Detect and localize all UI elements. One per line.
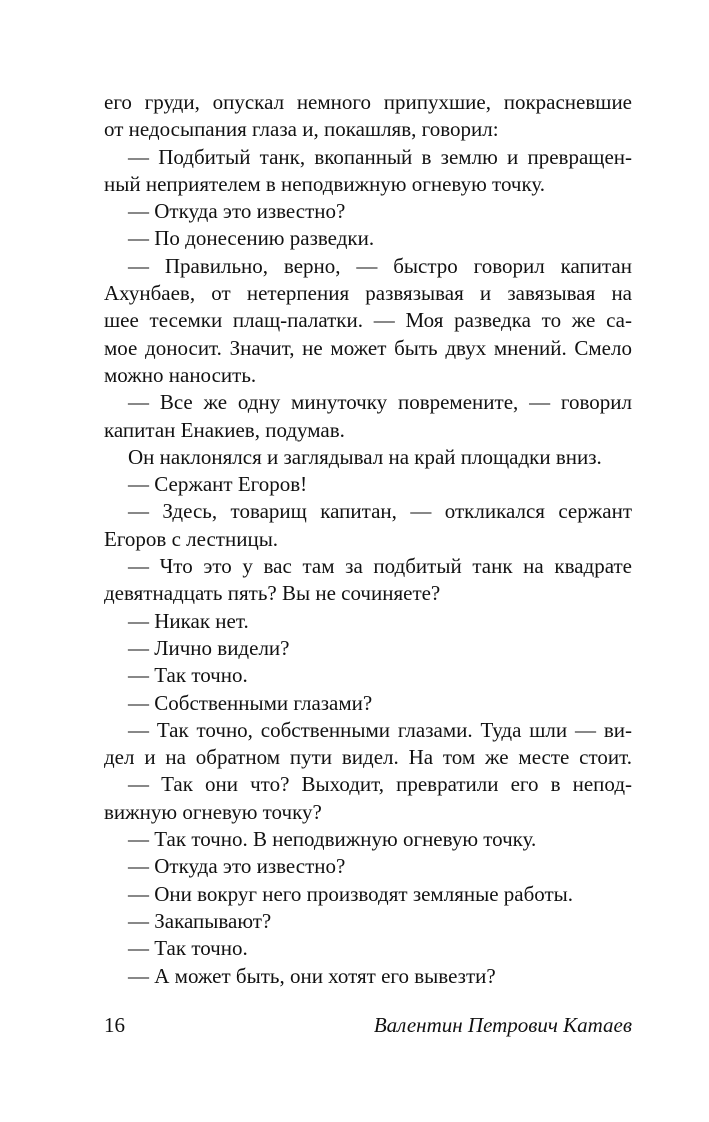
running-footer-author: Валентин Петрович Катаев [373, 1013, 632, 1037]
page-number: 16 [104, 1013, 125, 1037]
text-line: — Откуда это известно? [128, 199, 346, 224]
text-line: можно наносить. [104, 362, 257, 387]
text-line: — Подбитый танк, вкопанный в землю и превращен- [128, 144, 632, 169]
text-line: — Сержант Егоров! [128, 472, 308, 497]
text-line: от недосыпания глаза и, покашляв, говорил: [104, 117, 499, 142]
text-line: девятнадцать пять? Вы не сочиняете? [104, 581, 441, 606]
text-line: ный неприятелем в неподвижную огневую точку. [104, 171, 546, 196]
text-line: — Так точно. [128, 936, 248, 961]
text-line: — По донесению разведки. [128, 226, 375, 251]
text-line: — Никак нет. [128, 608, 249, 633]
text-line: — Так точно. В неподвижную огневую точку. [128, 827, 537, 852]
text-line: — Здесь, товарищ капитан, — откликался сержант [128, 499, 632, 524]
text-line: — Они вокруг него производят земляные работы. [128, 881, 574, 906]
text-line: — Правильно, верно, — быстро говорил капитан [128, 253, 632, 278]
page-footer [104, 1010, 632, 1040]
text-line: вижную огневую точку? [104, 799, 322, 824]
text-line: шее тесемки плащ-палатки. — Моя разведка то же са- [104, 308, 632, 333]
text-line: Он наклонялся и заглядывал на край площадки вниз. [128, 444, 602, 469]
text-line: его груди, опускал немного припухшие, покрасневшие [104, 90, 632, 114]
text-line: — Так точно. [128, 663, 248, 688]
text-line: — Все же одну минуточку повремените, — говорил [128, 390, 632, 415]
text-line: Егоров с лестницы. [104, 526, 279, 551]
page-body [104, 89, 632, 990]
text-line: — Собственными глазами? [128, 690, 373, 715]
text-line: капитан Енакиев, подумав. [104, 417, 345, 442]
text-line: — Так они что? Выходит, превратили его в непод- [128, 772, 632, 797]
text-line: — Что это у вас там за подбитый танк на квадрате [128, 554, 632, 579]
text-line: мое доносит. Значит, не может быть двух мнений. Смело [104, 335, 632, 360]
text-line: — А может быть, они хотят его вывезти? [128, 963, 496, 988]
text-line: — Закапывают? [128, 908, 272, 933]
text-line: Ахунбаев, от нетерпения развязывая и завязывая на [104, 281, 632, 306]
text-line: — Откуда это известно? [128, 854, 346, 879]
text-line: — Так точно, собственными глазами. Туда шли — ви- [128, 717, 632, 742]
text-line: дел и на обратном пути видел. На том же месте стоит. [104, 745, 632, 770]
text-line: — Лично видели? [128, 635, 290, 660]
